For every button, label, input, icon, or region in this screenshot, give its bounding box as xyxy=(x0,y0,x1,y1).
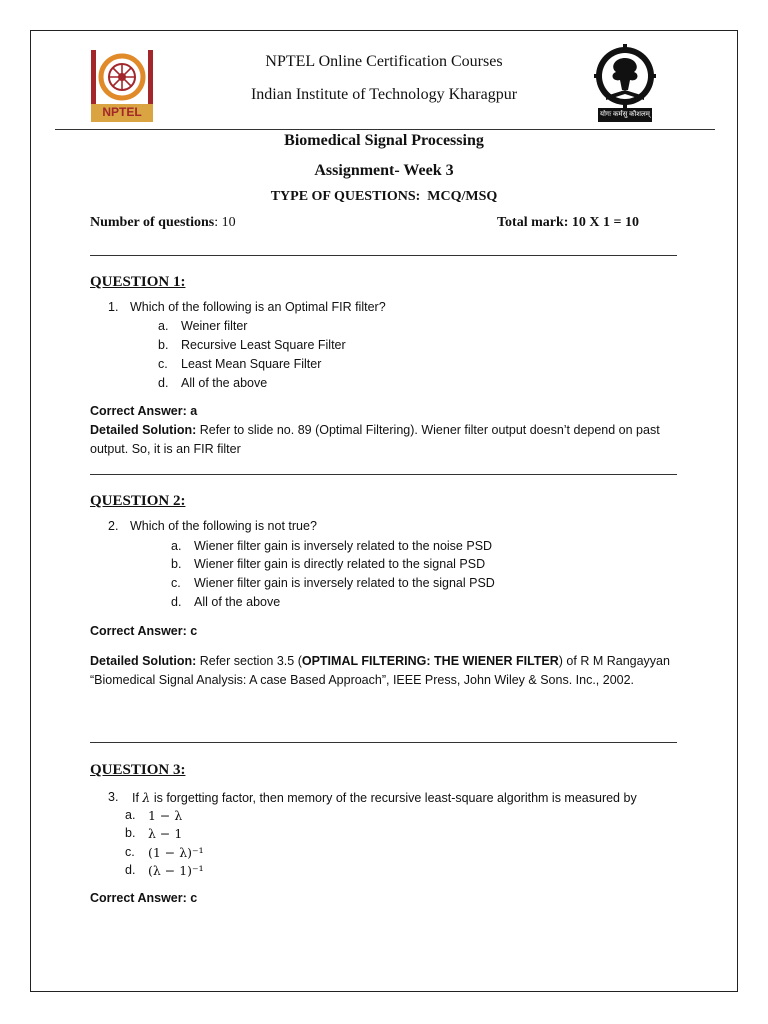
q1-option-c-label: c. xyxy=(158,357,168,371)
question-3-number: 3. xyxy=(108,790,119,804)
question-2-number: 2. xyxy=(108,519,119,533)
q2-option-c-label: c. xyxy=(171,576,181,590)
section-divider-3 xyxy=(90,742,677,743)
q2-solution-line-1 xyxy=(90,652,670,671)
question-1-stem: Which of the following is an Optimal FIR filter? xyxy=(130,300,386,314)
course-title: Biomedical Signal Processing xyxy=(284,132,484,149)
q3-option-c-label: c. xyxy=(125,845,135,859)
q1-option-b: Recursive Least Square Filter xyxy=(181,338,346,352)
number-of-questions xyxy=(90,215,236,231)
question-1-number: 1. xyxy=(108,300,119,314)
number-of-questions-value: : 10 xyxy=(214,215,236,230)
total-mark: Total mark: 10 X 1 = 10 xyxy=(497,215,640,230)
question-type: TYPE OF QUESTIONS: MCQ/MSQ xyxy=(270,189,498,204)
q1-option-c: Least Mean Square Filter xyxy=(181,357,322,371)
q2-option-a-label: a. xyxy=(171,539,182,553)
nptel-logo-text: NPTEL xyxy=(102,105,142,119)
question-3-stem xyxy=(132,788,637,808)
q2-option-c: Wiener filter gain is inversely related to the signal PSD xyxy=(194,576,495,590)
section-divider-1 xyxy=(90,255,677,256)
q1-solution-text: Refer to slide no. 89 (Optimal Filtering). Wiener filter output doesn’t depend on past xyxy=(196,423,660,437)
q2-option-a: Wiener filter gain is inversely related to the noise PSD xyxy=(194,539,493,553)
q2-option-d-label: d. xyxy=(171,595,182,609)
header-divider xyxy=(55,129,715,130)
q3-option-b: λ − 1 xyxy=(148,826,183,841)
question-2-stem: Which of the following is not true? xyxy=(130,519,317,533)
q2-option-b: Wiener filter gain is directly related to the signal PSD xyxy=(194,557,486,571)
q1-solution-label: Detailed Solution: xyxy=(90,423,197,437)
question-2-title: QUESTION 2: xyxy=(90,493,186,509)
q1-solution-line-2: output. So, it is an FIR filter xyxy=(90,442,241,456)
section-divider-2 xyxy=(90,474,677,475)
q3-stem-pre: If xyxy=(132,791,143,805)
q1-option-a: Weiner filter xyxy=(181,319,248,333)
q1-option-d-label: d. xyxy=(158,376,169,390)
q3-correct-answer: Correct Answer: c xyxy=(90,891,198,905)
q3-option-d: (λ − 1)⁻¹ xyxy=(148,863,204,878)
q3-option-a-label: a. xyxy=(125,808,136,822)
q3-stem-post: is forgetting factor, then memory of the recursive least-square algorithm is measured by xyxy=(150,791,637,805)
q1-solution-line-1 xyxy=(90,421,660,440)
q2-solution-bold: OPTIMAL FILTERING: THE WIENER FILTER xyxy=(301,654,559,668)
q1-correct-answer: Correct Answer: a xyxy=(90,404,198,418)
number-of-questions-label: Number of questions xyxy=(90,215,215,230)
header-line-2: Indian Institute of Technology Kharagpur xyxy=(250,86,518,103)
q2-solution-label: Detailed Solution: xyxy=(90,654,197,668)
header-line-1: NPTEL Online Certification Courses xyxy=(265,53,503,70)
q1-option-a-label: a. xyxy=(158,319,169,333)
q3-option-c: (1 − λ)⁻¹ xyxy=(148,845,204,860)
q2-correct-answer: Correct Answer: c xyxy=(90,624,198,638)
assignment-title: Assignment- Week 3 xyxy=(314,162,454,179)
q3-option-b-label: b. xyxy=(125,826,136,840)
q2-option-d: All of the above xyxy=(194,595,281,609)
q2-option-b-label: b. xyxy=(171,557,182,571)
q1-option-b-label: b. xyxy=(158,338,169,352)
question-1-title: QUESTION 1: xyxy=(90,274,186,290)
q2-solution-text-1: Refer section 3.5 ( xyxy=(196,654,302,668)
q2-solution-line-2: “Biomedical Signal Analysis: A case Based Approach”, IEEE Press, John Wiley & Sons. Inc., 2002. xyxy=(90,673,635,687)
q2-solution-text-2: ) of R M Rangayyan xyxy=(558,654,670,668)
q3-option-d-label: d. xyxy=(125,863,136,877)
question-3-title: QUESTION 3: xyxy=(90,762,186,778)
q3-lambda-symbol: λ xyxy=(142,790,151,805)
q3-option-a: 1 − λ xyxy=(148,808,183,823)
q1-option-d: All of the above xyxy=(181,376,268,390)
iit-kgp-motto: योगः कर्मसु कौशलम् xyxy=(600,110,650,118)
